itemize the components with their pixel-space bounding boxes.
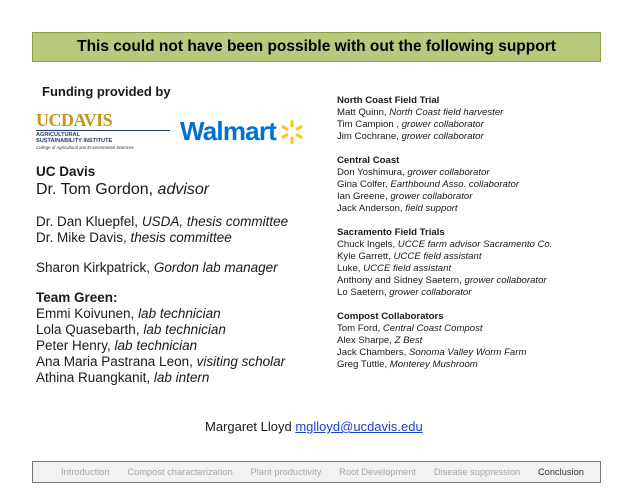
collaborator-name: Greg Tuttle, <box>337 359 388 370</box>
funding-label: Funding provided by <box>42 84 171 99</box>
collaborator-role: UCCE field assistant <box>393 251 482 262</box>
collaborator-role: Sonoma Valley Worm Farm <box>408 347 527 358</box>
advisor-name: Dr. Tom Gordon, <box>36 181 154 198</box>
field-collaborators <box>337 95 552 371</box>
ucdavis-logo-line3: College of Agricultural and Environmental Sciences <box>36 144 134 150</box>
advisor-role: advisor <box>157 181 210 198</box>
lab-manager-line <box>36 260 288 276</box>
banner-title: This could not have been possible with out the following support <box>77 38 556 55</box>
collaborator-line <box>337 131 552 143</box>
collaborator-role: Central Coast Compost <box>382 323 483 334</box>
team-member-role: lab technician <box>138 306 221 321</box>
collaborator-line <box>337 191 552 203</box>
collaborator-name: Ian Greene, <box>337 191 388 202</box>
nav-item-compost-characterization[interactable]: Compost characterization <box>127 467 233 477</box>
team-member <box>36 338 288 354</box>
team-heading: Team Green: <box>36 290 118 305</box>
ucdavis-logo-name: UCDAVIS <box>36 110 113 130</box>
team-member-name: Ana Maria Pastrana Leon, <box>36 354 193 369</box>
collaborator-line <box>337 347 552 359</box>
collaborator-role: Monterey Mushroom <box>389 359 478 370</box>
collaborator-line <box>337 359 552 371</box>
collaborator-name: Lo Saetern, <box>337 287 387 298</box>
lab-manager-role: Gordon lab manager <box>153 260 278 275</box>
team-member-role: visiting scholar <box>196 354 286 369</box>
collaborator-line <box>337 119 552 131</box>
collaborator-name: Jack Chambers, <box>337 347 407 358</box>
team-member <box>36 322 288 338</box>
ucdavis-heading: UC Davis <box>36 164 96 179</box>
team-member-name: Emmi Koivunen, <box>36 306 135 321</box>
collaborator-name: Tim Campion , <box>337 119 400 130</box>
walmart-spark-icon <box>279 119 305 145</box>
team-member <box>36 354 288 370</box>
collaborator-line <box>337 335 552 347</box>
section-heading: North Coast Field Trial <box>337 95 440 106</box>
collaborator-line <box>337 275 552 287</box>
section-heading: Compost Collaborators <box>337 311 444 322</box>
team-member-name: Athina Ruangkanit, <box>36 370 151 385</box>
collaborator-role: Earthbound Asso. collaborator <box>390 179 520 190</box>
ucdavis-logo-line2: SUSTAINABILITY INSTITUTE <box>36 138 113 145</box>
committee-member-name: Dr. Dan Kluepfel, <box>36 214 139 229</box>
team-member <box>36 306 288 322</box>
collaborator-role: grower collaborator <box>464 275 547 286</box>
collaborator-line <box>337 287 552 299</box>
section-navbar <box>32 461 601 483</box>
walmart-logo <box>180 116 305 147</box>
collaborator-line <box>337 203 552 215</box>
section-heading: Sacramento Field Trials <box>337 227 445 238</box>
collaborator-line <box>337 179 552 191</box>
collaborator-name: Tom Ford, <box>337 323 381 334</box>
team-member-role: lab technician <box>143 322 226 337</box>
collaborator-line <box>337 263 552 275</box>
collaborator-role: UCCE farm advisor Sacramento Co. <box>397 239 553 250</box>
collaborator-role: grower collaborator <box>401 131 484 142</box>
contact-name: Margaret Lloyd <box>205 419 292 434</box>
ucdavis-logo-rule <box>36 130 170 131</box>
committee-member-role: USDA, thesis committee <box>141 214 289 229</box>
collaborator-name: Gina Colfer, <box>337 179 388 190</box>
collaborator-line <box>337 167 552 179</box>
section-heading: Central Coast <box>337 155 400 166</box>
collaborator-name: Jack Anderson, <box>337 203 403 214</box>
committee-line-2 <box>36 230 288 246</box>
collaborator-role: grower collaborator <box>401 119 484 130</box>
collaborator-role: UCCE field assistant <box>363 263 452 274</box>
committee-member-name: Dr. Mike Davis, <box>36 230 127 245</box>
collaborator-role: grower collaborator <box>407 167 490 178</box>
nav-item-root-development[interactable]: Root Development <box>339 467 417 477</box>
ucdavis-logo <box>36 111 170 149</box>
collaborator-role: Z Best <box>394 335 423 346</box>
ucdavis-acknowledgements <box>36 164 288 386</box>
walmart-logo-name: Walmart <box>180 116 277 146</box>
collaborator-name: Matt Quinn, <box>337 107 387 118</box>
collaborator-name: Alex Sharpe, <box>337 335 392 346</box>
collaborator-line <box>337 251 552 263</box>
nav-item-introduction[interactable]: Introduction <box>61 467 110 477</box>
team-member <box>36 370 288 386</box>
contact-line <box>205 419 423 434</box>
contact-email-link[interactable]: mglloyd@ucdavis.edu <box>295 419 423 434</box>
nav-item-plant-productivity[interactable]: Plant productivity <box>250 467 322 477</box>
nav-item-disease-suppression[interactable]: Disease suppression <box>433 467 521 477</box>
collaborator-name: Jim Cochrane, <box>337 131 399 142</box>
committee-member-role: thesis committee <box>130 230 232 245</box>
acknowledgement-banner <box>32 32 601 62</box>
team-member-name: Lola Quasebarth, <box>36 322 140 337</box>
collaborator-name: Don Yoshimura, <box>337 167 405 178</box>
collaborator-role: field support <box>405 203 458 214</box>
ucdavis-logo-line1: AGRICULTURAL <box>36 132 81 138</box>
collaborator-line <box>337 323 552 335</box>
team-member-role: lab intern <box>153 370 210 385</box>
collaborator-role: grower collaborator <box>390 191 473 202</box>
collaborator-name: Chuck Ingels, <box>337 239 396 250</box>
collaborator-role: North Coast field harvester <box>389 107 504 118</box>
collaborator-name: Kyle Garrett, <box>337 251 391 262</box>
team-member-role: lab technician <box>114 338 198 353</box>
collaborator-name: Anthony and Sidney Saetern, <box>337 275 462 286</box>
committee-line-1 <box>36 214 288 230</box>
advisor-line <box>36 180 288 200</box>
lab-manager-name: Sharon Kirkpatrick, <box>36 260 151 275</box>
collaborator-role: grower collaborator <box>389 287 472 298</box>
team-member-name: Peter Henry, <box>36 338 111 353</box>
nav-item-conclusion[interactable]: Conclusion <box>537 467 584 477</box>
collaborator-line <box>337 107 552 119</box>
collaborator-name: Luke, <box>337 263 361 274</box>
collaborator-line <box>337 239 552 251</box>
